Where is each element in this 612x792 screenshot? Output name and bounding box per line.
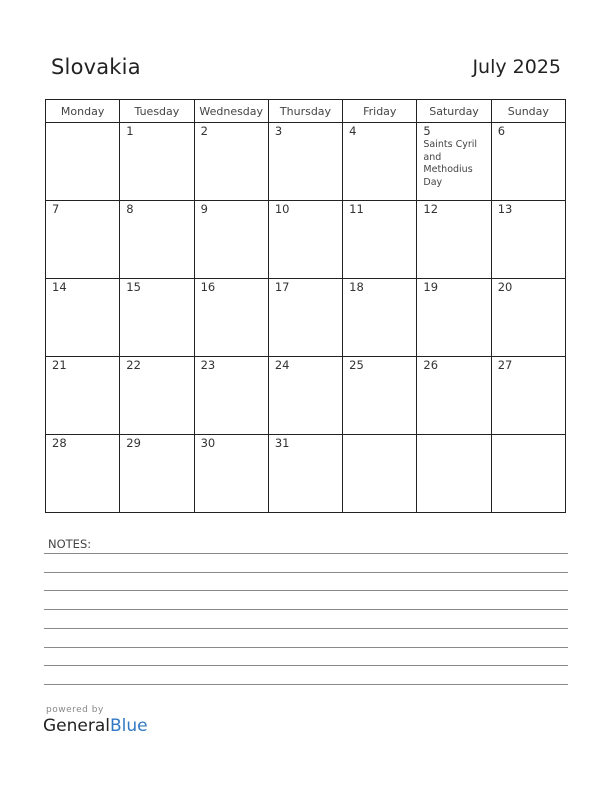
brand-general: General [43,716,110,736]
day-cell [417,279,491,357]
day-cell [417,201,491,279]
day-number: 1 [126,124,134,138]
weekday-header: Tuesday [120,100,194,123]
day-number: 28 [52,436,67,450]
day-number: 14 [52,280,67,294]
day-number: 15 [126,280,141,294]
week-row [46,435,566,513]
day-cell [194,279,268,357]
day-number: 27 [497,358,513,372]
day-number: 5 [423,124,431,138]
day-cell [120,123,194,201]
day-number: 9 [200,202,208,216]
day-cell [268,279,342,357]
notes-label: NOTES: [48,537,92,551]
week-row [46,279,566,357]
day-cell [343,279,417,357]
day-number: 19 [423,280,439,294]
day-number: 16 [200,280,216,294]
day-cell [46,435,120,513]
note-line [44,553,568,554]
day-number: 6 [497,124,506,138]
day-cell [343,435,417,513]
note-line [44,647,568,648]
day-cell [491,435,565,513]
weekday-header: Wednesday [194,100,268,123]
day-number: 26 [423,358,439,372]
day-cell [120,201,194,279]
day-cell [491,123,565,201]
day-cell [268,435,342,513]
day-number: 25 [349,358,364,372]
note-line [44,572,568,573]
day-number: 8 [126,202,134,216]
day-cell [491,201,565,279]
week-row [46,201,566,279]
note-line [44,590,568,591]
weekday-header: Saturday [417,100,491,123]
brand-logo [43,716,148,736]
day-number: 23 [200,358,216,372]
day-cell [268,201,342,279]
day-number: 20 [497,280,513,294]
day-number: 11 [349,202,364,216]
day-number: 12 [423,202,439,216]
week-row [46,123,566,201]
day-number: 4 [349,124,357,138]
day-cell [343,357,417,435]
weekday-header: Friday [343,100,417,123]
day-number: 13 [497,202,513,216]
day-number: 17 [274,280,290,294]
note-line [44,628,568,629]
day-cell [194,201,268,279]
month-year-label: July 2025 [472,56,561,78]
day-number: 31 [274,436,290,450]
day-cell [417,357,491,435]
day-number: 10 [274,202,290,216]
note-line [44,665,568,666]
day-cell [46,279,120,357]
day-cell [194,357,268,435]
day-number: 18 [349,280,364,294]
day-number: 21 [52,358,67,372]
day-cell [120,435,194,513]
day-number: 7 [52,202,60,216]
day-cell [417,435,491,513]
week-row [46,357,566,435]
day-cell [343,201,417,279]
day-cell [46,123,120,201]
holiday-event: Saints Cyril and Methodius Day [423,139,478,188]
day-cell [194,123,268,201]
day-cell [268,357,342,435]
day-cell [46,357,120,435]
day-number: 3 [274,124,283,138]
day-cell [194,435,268,513]
day-cell [120,279,194,357]
day-cell [491,357,565,435]
day-cell [491,279,565,357]
day-number: 2 [200,124,208,138]
day-number: 24 [274,358,290,372]
weekday-header: Sunday [491,100,565,123]
day-number: 30 [200,436,216,450]
day-number: 29 [126,436,141,450]
day-cell [120,357,194,435]
note-line [44,609,568,610]
weekday-header: Thursday [268,100,342,123]
day-cell [268,123,342,201]
page-title: Slovakia [51,55,141,79]
brand-blue: Blue [110,716,148,736]
powered-by-text: powered by [46,705,104,715]
day-cell [46,201,120,279]
day-cell [343,123,417,201]
note-line [44,684,568,685]
day-number: 22 [126,358,141,372]
weekday-header: Monday [46,100,120,123]
day-cell [417,123,491,201]
calendar-grid [45,99,566,513]
weekday-header-row [46,100,566,123]
